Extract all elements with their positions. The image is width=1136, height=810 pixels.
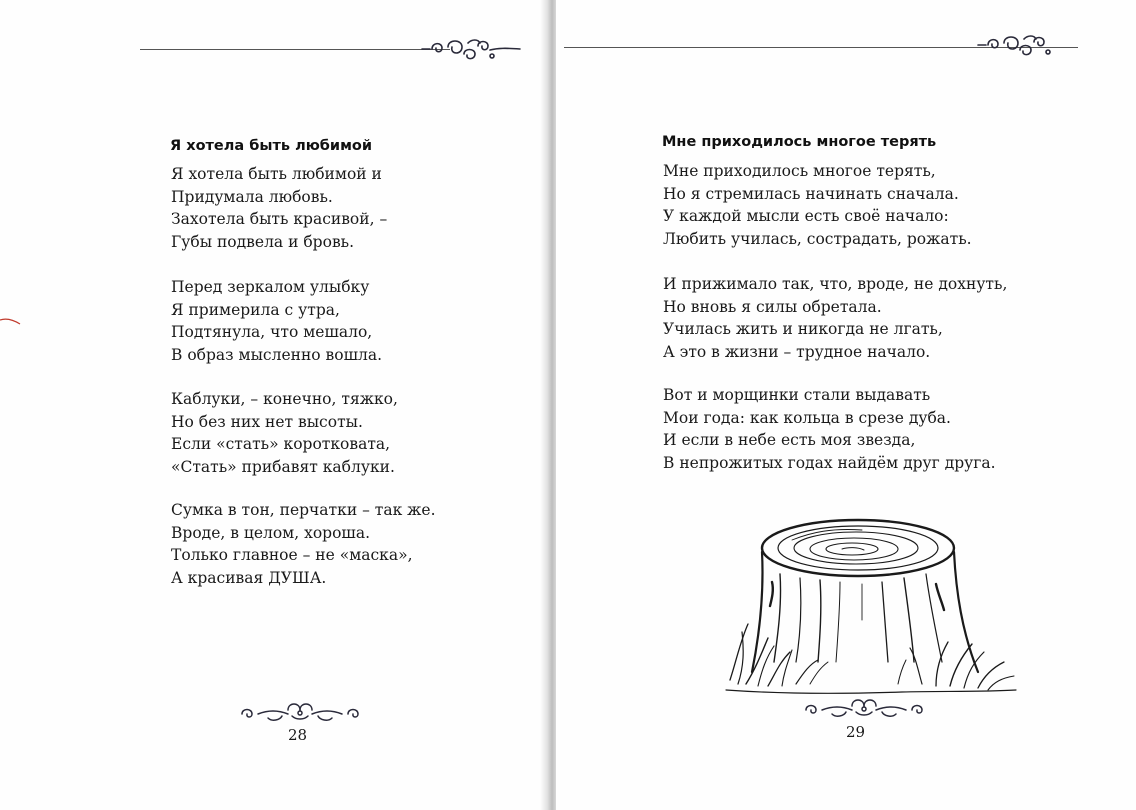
stanza-right-2	[663, 273, 1007, 363]
bottom-ornament-left	[238, 698, 362, 724]
bottom-ornament-right	[802, 694, 926, 720]
poem-line: Вроде, в целом, хороша.	[171, 523, 371, 542]
stanza-left-4	[171, 499, 436, 589]
poem-line: Если «стать» коротковата,	[171, 435, 391, 453]
top-ornament	[976, 30, 1086, 60]
poem-line: А это в жизни – трудное начало.	[663, 342, 931, 361]
right-page	[556, 0, 1136, 810]
stanza-left-1	[171, 163, 387, 253]
poem-line: И прижимало так, что, вроде, не дохнуть,	[663, 275, 1008, 293]
poem-line: Но без них нет высоты.	[171, 412, 363, 431]
poem-line: Мои года: как кольца в срезе дуба.	[663, 408, 951, 427]
stanza-left-3	[171, 388, 398, 478]
stanza-left-2	[171, 276, 382, 366]
poem-line: Придумала любовь.	[171, 187, 333, 206]
top-ornament	[420, 34, 530, 64]
page-number-left: 28	[288, 726, 308, 744]
poem-line: Я примерила с утра,	[171, 300, 340, 319]
poem-line: Сумка в тон, перчатки – так же.	[171, 501, 436, 519]
poem-line: Я хотела быть любимой и	[171, 165, 382, 183]
poem-line: Перед зеркалом улыбку	[171, 278, 370, 296]
page-number-right: 29	[846, 723, 866, 741]
poem-title-left: Я хотела быть любимой	[170, 138, 373, 154]
left-page	[0, 0, 548, 810]
tree-stump-illustration	[722, 512, 1018, 702]
scan-speck	[0, 316, 24, 326]
poem-line: Но я стремилась начинать сначала.	[663, 184, 959, 203]
poem-line: У каждой мысли есть своё начало:	[663, 207, 949, 225]
poem-line: Но вновь я силы обретала.	[663, 297, 882, 316]
poem-line: «Стать» прибавят каблуки.	[171, 457, 395, 476]
stanza-right-1	[663, 160, 972, 250]
poem-line: Захотела быть красивой, –	[171, 210, 388, 228]
poem-line: Мне приходилось многое терять,	[663, 162, 936, 180]
poem-line: Подтянула, что мешало,	[171, 323, 373, 341]
poem-line: Вот и морщинки стали выдавать	[663, 386, 931, 404]
poem-line: Каблуки, – конечно, тяжко,	[171, 390, 398, 408]
poem-line: В непрожитых годах найдём друг друга.	[663, 453, 996, 472]
poem-line: И если в небе есть моя звезда,	[663, 431, 916, 449]
poem-title-right: Мне приходилось многое терять	[662, 134, 937, 150]
poem-line: В образ мысленно вошла.	[171, 345, 383, 364]
poem-line: Только главное – не «маска»,	[171, 546, 413, 564]
poem-line: А красивая ДУША.	[171, 568, 327, 587]
poem-line: Училась жить и никогда не лгать,	[663, 320, 943, 338]
poem-line: Губы подвела и бровь.	[171, 232, 355, 251]
top-rule	[140, 49, 450, 50]
stanza-right-3	[663, 384, 996, 474]
poem-line: Любить училась, сострадать, рожать.	[663, 229, 972, 248]
